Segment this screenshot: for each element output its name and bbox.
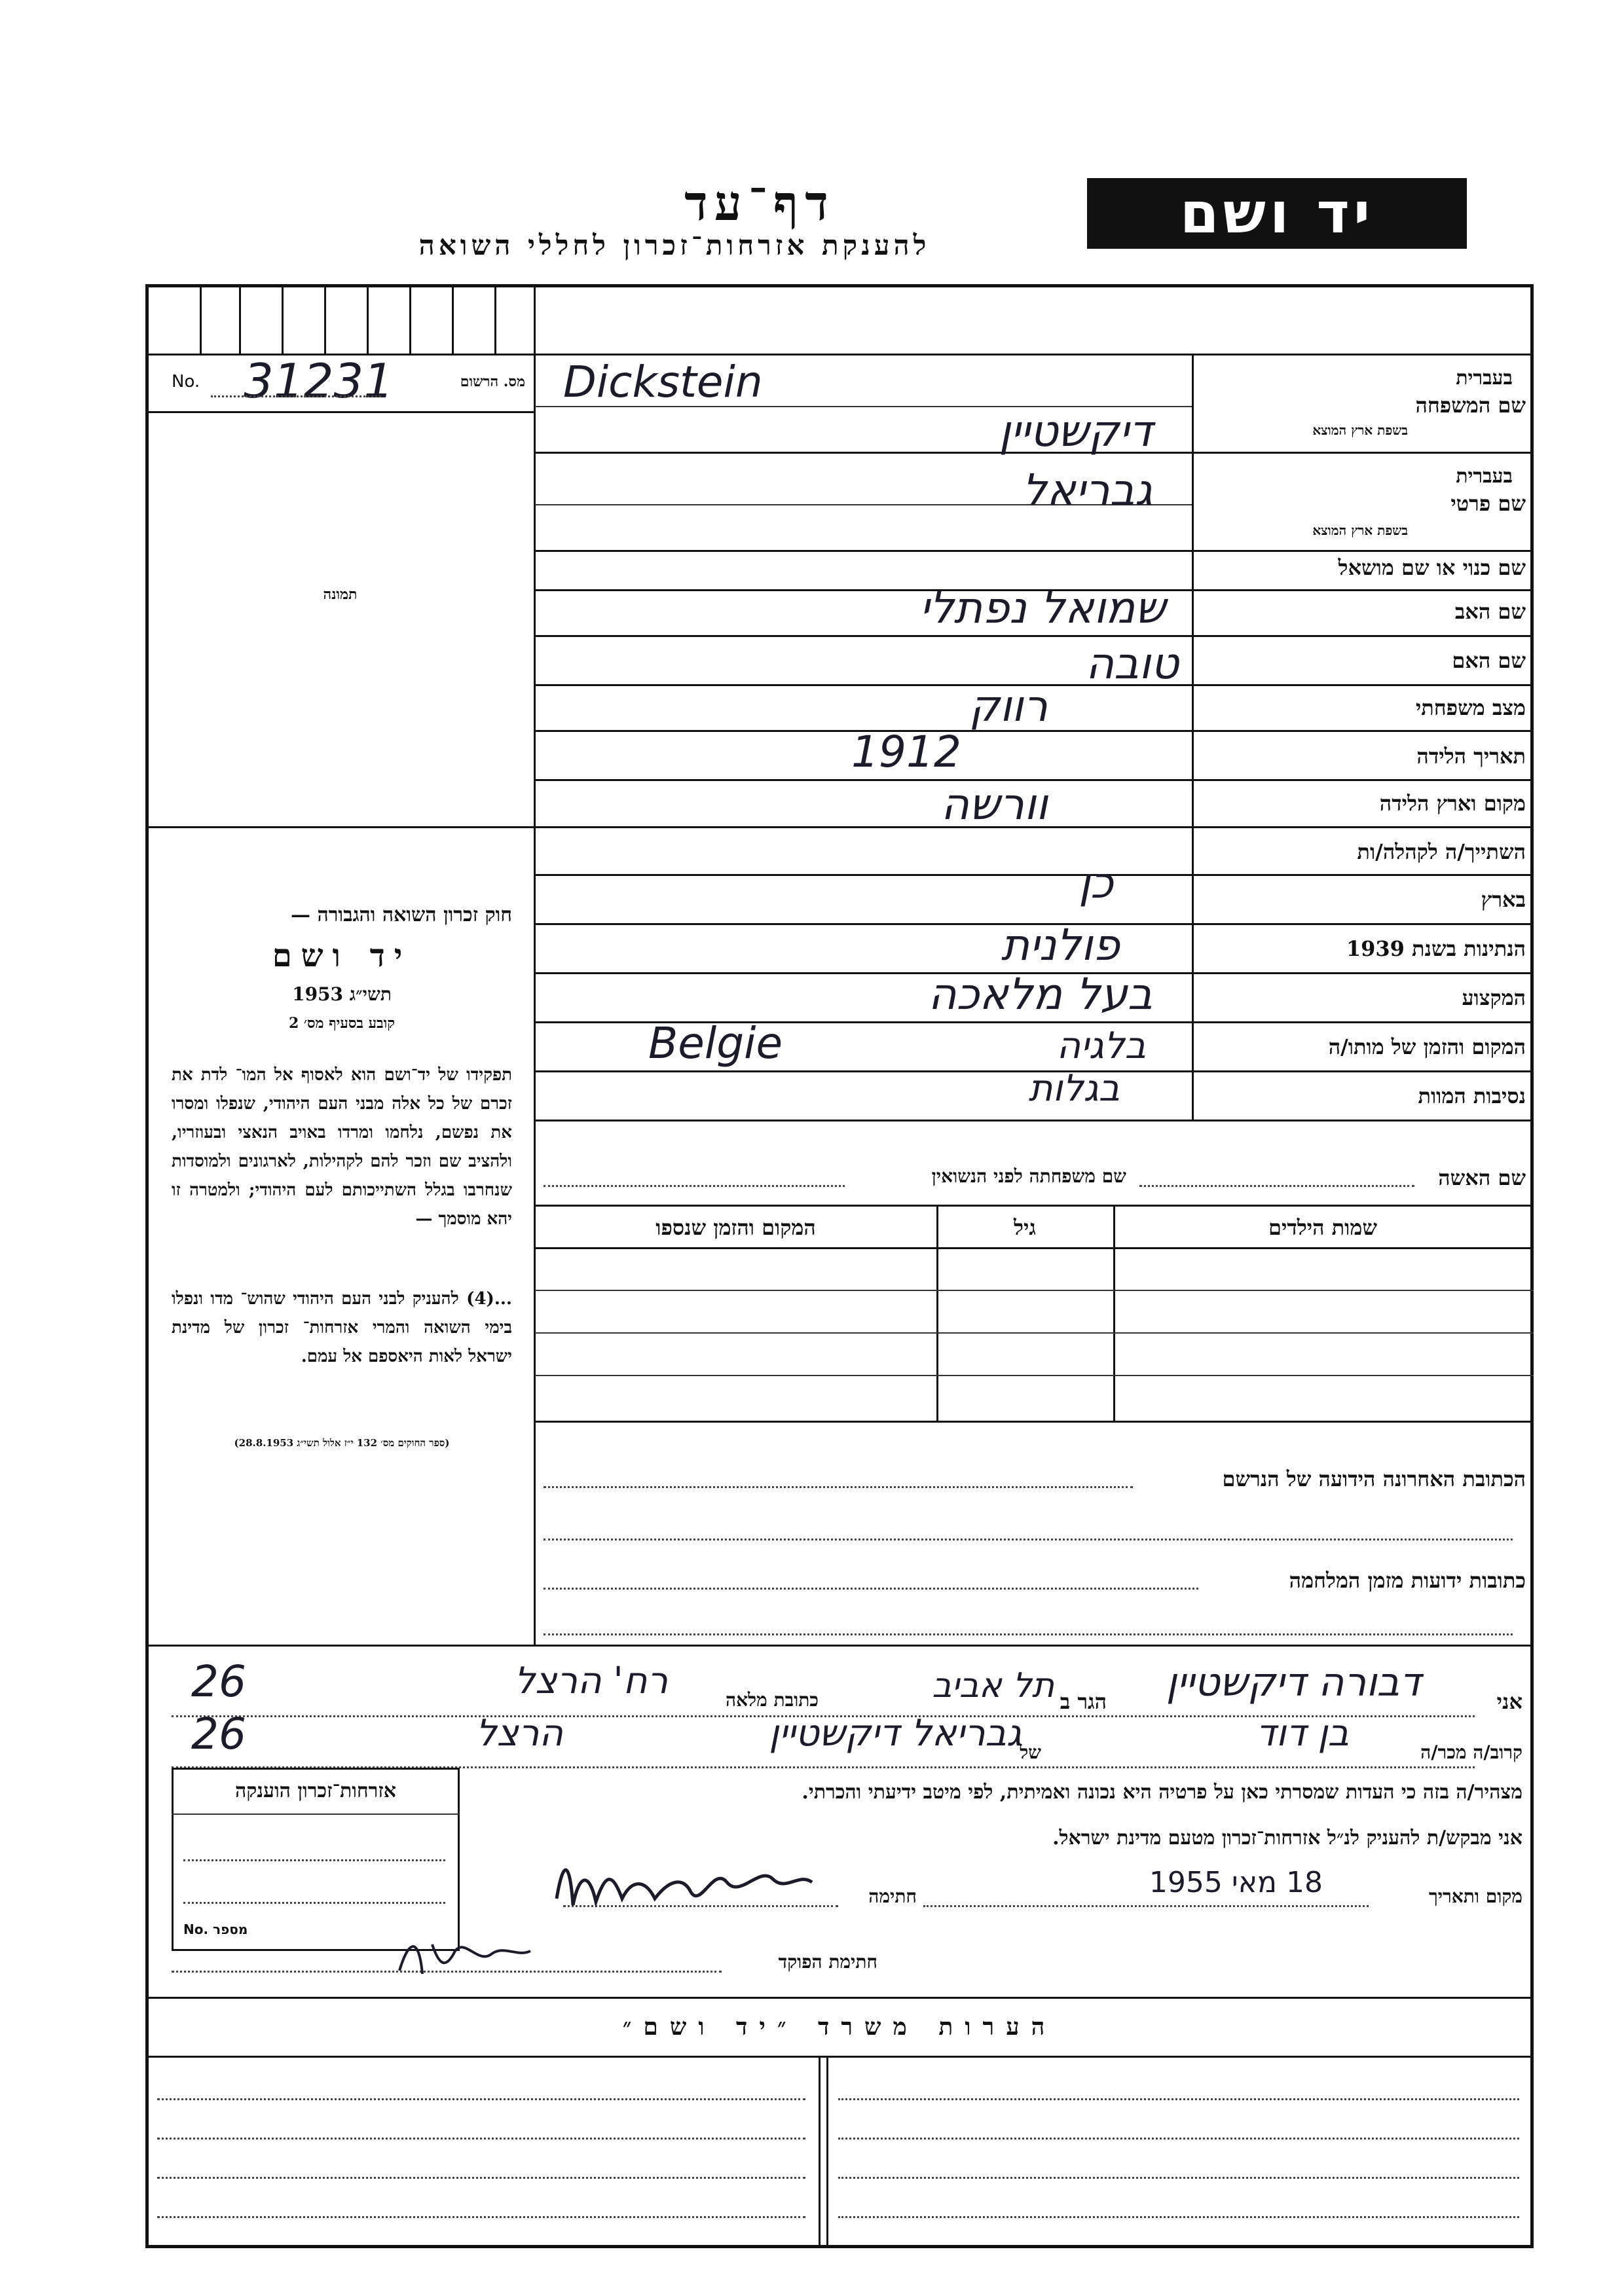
registry-label: מס. הרשום bbox=[460, 373, 525, 390]
remarks-top-line bbox=[145, 1997, 1534, 1999]
law-name: יד ושם bbox=[272, 938, 412, 974]
applicant-signature bbox=[550, 1846, 825, 1918]
remarks-dots bbox=[838, 2216, 1519, 2218]
community-label: השתייך/ה לקהלה/ות bbox=[1357, 839, 1526, 864]
row-line bbox=[535, 635, 1534, 637]
marital-label: מצב משפחתי bbox=[1415, 695, 1526, 720]
spouse-maiden-label: שם משפחתה לפני הנשואין bbox=[931, 1165, 1126, 1187]
citizenship-value: פולנית bbox=[1001, 920, 1120, 970]
stamp-number-label: No. מספר bbox=[183, 1922, 248, 1937]
photo-label: תמונה bbox=[323, 586, 358, 603]
family-name-origin-value: Dickstein bbox=[563, 357, 763, 407]
first-name-label: שם פרטי bbox=[1450, 491, 1526, 516]
father-label: שם האב bbox=[1454, 599, 1526, 624]
remarks-dots bbox=[838, 2177, 1519, 2179]
death-place-latin-value: Belgie bbox=[648, 1018, 783, 1068]
law-clause: קובע בסעיף מס׳ 2 bbox=[288, 1015, 396, 1032]
family-name-hebrew-label: בעברית bbox=[1456, 367, 1513, 390]
spouse-label: שם האשה bbox=[1438, 1165, 1526, 1190]
remarks-dots bbox=[838, 2138, 1519, 2140]
wartime-dots-2 bbox=[544, 1633, 1513, 1635]
registry-dots bbox=[211, 395, 381, 397]
place-date-dots bbox=[923, 1905, 1369, 1907]
decl-of-label: של bbox=[1020, 1741, 1041, 1763]
first-name-hebrew-label: בעברית bbox=[1456, 465, 1513, 488]
decl-street: רח' הרצל bbox=[514, 1660, 668, 1702]
family-name-hebrew-value: דיקשטיין bbox=[999, 406, 1153, 456]
country-label: בארץ bbox=[1481, 887, 1526, 912]
row-line bbox=[535, 550, 1534, 552]
remarks-title: הערות משרד ״יד ושם״ bbox=[622, 2013, 1057, 2041]
mother-value: טובה bbox=[1085, 638, 1179, 689]
officer-signature-label: חתימת הפוקד bbox=[778, 1951, 877, 1973]
children-header-names: שמות הילדים bbox=[1268, 1215, 1377, 1240]
decl-person-name: גבריאל דיקשטיין bbox=[769, 1712, 1022, 1755]
tick bbox=[200, 284, 202, 354]
registry-no-label: No. bbox=[172, 372, 200, 392]
last-known-dots bbox=[544, 1486, 1133, 1488]
decl-relation-label: קרוב/ה מכר/ה bbox=[1420, 1741, 1522, 1763]
officer-signature bbox=[393, 1925, 537, 1984]
remarks-divider bbox=[826, 2056, 828, 2248]
spouse-line bbox=[535, 1205, 1534, 1207]
tick bbox=[452, 284, 454, 354]
tick bbox=[409, 284, 411, 354]
decl-prefix: אני bbox=[1496, 1689, 1522, 1714]
law-title: חוק זכרון השואה והגבורה — bbox=[291, 903, 512, 926]
citizenship-label: הנתינות בשנת 1939 bbox=[1346, 936, 1526, 961]
stamp-title: אזרחות־זכרון הוענקה bbox=[234, 1779, 397, 1802]
mother-label: שם האם bbox=[1452, 648, 1526, 673]
decl-statement: מצהיר/ה בזה כי העדות שמסרתי כאן על פרטיה היא נכונה ואמיתית, לפי מיטב ידיעתי והכרתי. bbox=[802, 1781, 1522, 1804]
decl-person-street: הרצל bbox=[475, 1712, 563, 1755]
children-header-line bbox=[535, 1247, 1534, 1249]
law-year: תשי״ג 1953 bbox=[292, 983, 392, 1005]
decl-city: תל אביב bbox=[932, 1666, 1054, 1705]
stamp-dots bbox=[183, 1902, 445, 1904]
registry-number-row bbox=[172, 354, 525, 409]
decl-person-number: 26 bbox=[191, 1709, 246, 1759]
first-name-hebrew-value: גבריאל bbox=[1022, 465, 1153, 515]
decl-address-label: כתובת מלאה bbox=[725, 1689, 819, 1711]
last-known-dots-2 bbox=[544, 1539, 1513, 1540]
death-place-value: בלגיה bbox=[1056, 1025, 1146, 1067]
decl-request: אני מבקש/ת להעניק לנ״ל אזרחות־זכרון מטעם מדינת ישראל. bbox=[1052, 1827, 1522, 1850]
place-date-label: מקום ותאריך bbox=[1428, 1886, 1522, 1907]
last-known-address-label: הכתובת האחרונה הידועה של הנרשם bbox=[1222, 1467, 1526, 1491]
tick bbox=[282, 284, 284, 354]
registry-no-value: 31231 bbox=[244, 354, 394, 409]
children-row bbox=[535, 1290, 1534, 1291]
stamp-dots bbox=[183, 1859, 445, 1861]
family-name-origin-label: בשפת ארץ המוצא bbox=[1312, 422, 1408, 438]
birth-place-label: מקום וארץ הלידה bbox=[1379, 791, 1526, 816]
signature-label: חתימה bbox=[868, 1886, 917, 1907]
remarks-dots bbox=[157, 2098, 805, 2100]
children-header-age: גיל bbox=[1014, 1215, 1036, 1240]
remarks-dots bbox=[157, 2216, 805, 2218]
profession-value: בעל מלאכה bbox=[928, 969, 1153, 1019]
remarks-dots bbox=[838, 2098, 1519, 2100]
remarks-header-line bbox=[145, 2056, 1534, 2058]
label-divider bbox=[1192, 354, 1194, 1120]
left-column-divider bbox=[534, 284, 536, 1646]
father-value: שמואל נפתלי bbox=[919, 583, 1166, 633]
tick bbox=[324, 284, 326, 354]
first-name-origin-label: בשפת ארץ המוצא bbox=[1312, 522, 1408, 538]
spouse-maiden-dots bbox=[544, 1185, 845, 1187]
nickname-label: שם כנוי או שם מושאל bbox=[1338, 555, 1526, 580]
children-row bbox=[535, 1332, 1534, 1334]
children-row bbox=[535, 1375, 1534, 1376]
place-date-value: 18 מאי 1955 bbox=[1149, 1866, 1323, 1899]
birth-place-value: וורשה bbox=[940, 779, 1048, 829]
children-bottom-line bbox=[535, 1421, 1534, 1423]
death-cause-value: בגלות bbox=[1028, 1067, 1120, 1110]
country-value: כן bbox=[1079, 858, 1113, 908]
birth-date-value: 1912 bbox=[851, 727, 961, 777]
wartime-dots bbox=[544, 1588, 1198, 1590]
law-text-2: ...(4) להעניק לבני העם היהודי שהוש־ מדו ונפלו בימי השואה והמרי אזרחות־ זכרון של מדינת ישראל לאות היאספם אל עמם. bbox=[172, 1289, 512, 1366]
birth-date-label: תאריך הלידה bbox=[1416, 744, 1526, 769]
decl-name: דבורה דיקשטיין bbox=[1166, 1660, 1421, 1705]
law-text-1: תפקידו של יד־ושם הוא לאסוף אל המו־ לדת את זכרם של כל אלה מבני העם היהודי, שנפלו ומסרו את נפשם, נלחמו ומרדו באויב הנאצי ובעוזריו, ולהציב שם וזכר להם לקהילות, לארגונים ולמוסדות שנחרבו בגלל השתייכותם לעם היהודי; ולמטרה זו יהא מוסמך — bbox=[172, 1065, 512, 1229]
decl-resides-label: הגר ב bbox=[1060, 1689, 1107, 1714]
decl-number: 26 bbox=[191, 1656, 246, 1707]
children-header-place: המקום והזמן שנספו bbox=[655, 1215, 816, 1240]
tick bbox=[239, 284, 241, 354]
tick bbox=[494, 284, 496, 354]
declaration-top-line bbox=[145, 1645, 1534, 1647]
stamp-title-line bbox=[172, 1813, 460, 1815]
death-cause-label: נסיבות המוות bbox=[1418, 1084, 1526, 1108]
tick bbox=[367, 284, 369, 354]
yad-vashem-logo: יד ושם bbox=[1087, 178, 1467, 249]
row-line bbox=[535, 1120, 1534, 1121]
remarks-dots bbox=[157, 2138, 805, 2140]
form-subtitle: להענקת אזרחות־זכרון לחללי השואה bbox=[418, 229, 931, 261]
photo-bottom-line bbox=[145, 826, 535, 828]
wartime-address-label: כתובות ידועות מזמן המלחמה bbox=[1289, 1568, 1526, 1593]
family-name-label: שם המשפחה bbox=[1415, 393, 1526, 418]
spouse-dots bbox=[1139, 1185, 1414, 1187]
law-source: (ספר החוקים מס׳ 132 י״ז אלול תשי״ג 28.8.1953) bbox=[234, 1437, 450, 1449]
decl-relation-value: בן דוד bbox=[1256, 1712, 1349, 1755]
remarks-dots bbox=[157, 2177, 805, 2179]
remarks-divider bbox=[819, 2056, 821, 2248]
registry-line bbox=[145, 411, 535, 413]
form-title: דף־עד bbox=[684, 175, 835, 232]
death-place-label: המקום והזמן של מותו/ה bbox=[1328, 1034, 1526, 1059]
profession-label: המקצוע bbox=[1462, 985, 1526, 1010]
marital-value: רווק bbox=[969, 681, 1048, 731]
